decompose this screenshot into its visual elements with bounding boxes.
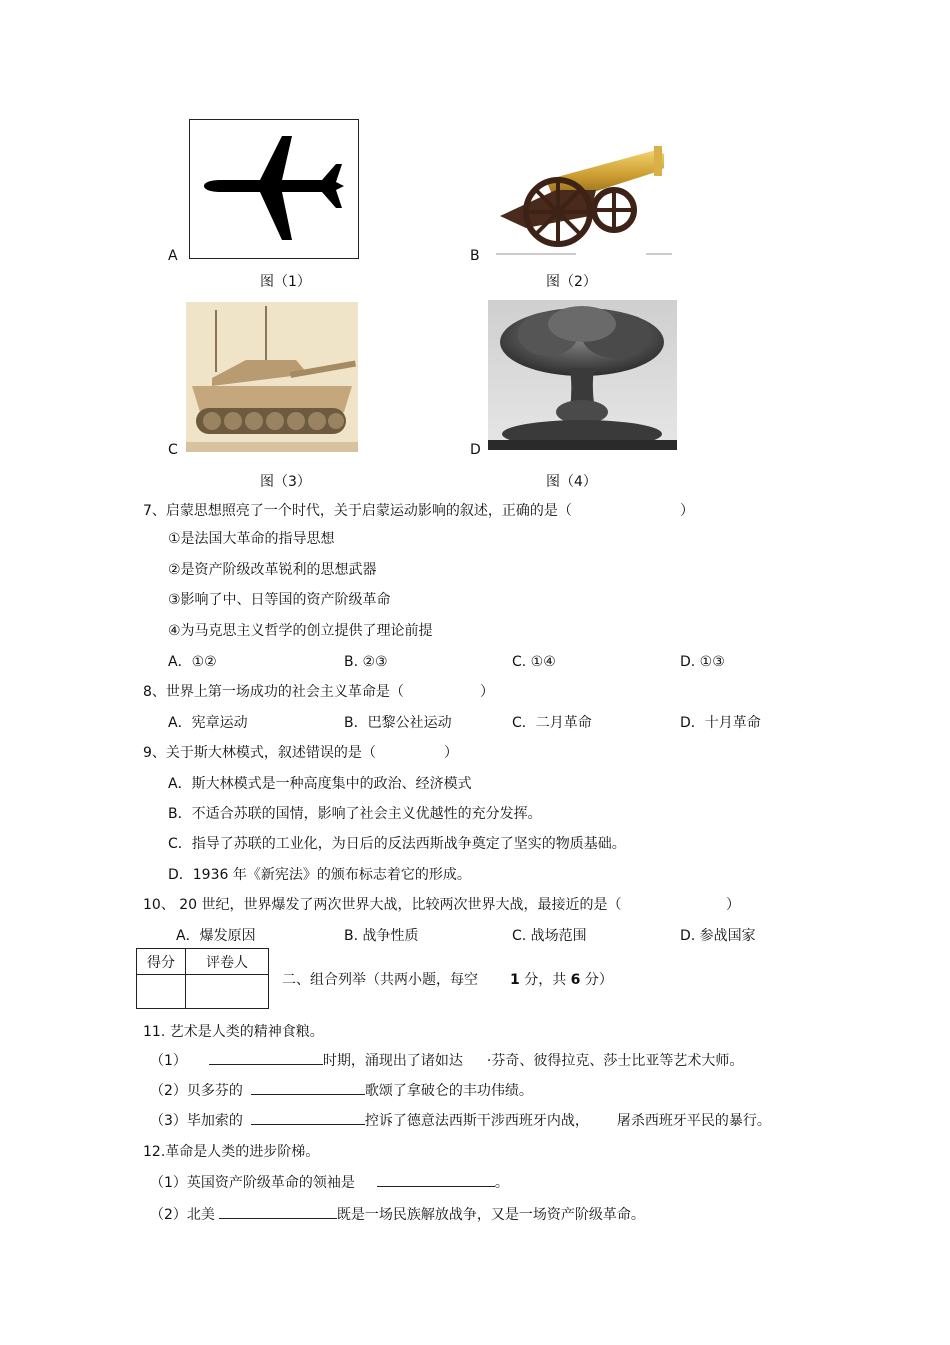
q7-option-a: A．①② [168, 654, 217, 670]
q9-option-b: B．不适合苏联的国情，影响了社会主义优越性的充分发挥。 [168, 806, 542, 822]
q11-blank-2[interactable] [251, 1080, 365, 1095]
q9-option-a: A．斯大林模式是一种高度集中的政治、经济模式 [168, 776, 472, 792]
q12-line-1-end: 。 [494, 1175, 509, 1191]
q12-blank-1[interactable] [377, 1172, 495, 1187]
q9-close-paren: ） [444, 745, 458, 761]
mushroom-cloud-icon [488, 300, 677, 450]
figure-d-image [488, 300, 677, 450]
q11-line-3 [150, 1110, 771, 1131]
q7-item-4: ④为马克思主义哲学的创立提供了理论前提 [168, 623, 433, 639]
q11-line-3-tail: 屠杀西班牙平民的暴行。 [616, 1113, 771, 1129]
figure-c-image [186, 302, 358, 452]
q7-item-3: ③影响了中、日等国的资产阶级革命 [168, 592, 391, 608]
figure-c-caption: 图（3） [260, 474, 311, 490]
airplane-silhouette-icon [190, 120, 358, 258]
q8-option-b: B．巴黎公社运动 [344, 715, 452, 731]
q11-line-2-prefix: （2）贝多芬的 [150, 1083, 243, 1099]
q12-blank-2[interactable] [219, 1204, 337, 1219]
q7-item-2: ②是资产阶级改革锐利的思想武器 [168, 562, 377, 578]
figure-b-caption: 图（2） [546, 274, 597, 290]
q8-close-paren: ） [480, 684, 494, 700]
q11-line-1-prefix: （1） [150, 1053, 187, 1069]
q11-line-3-prefix: （3）毕加索的 [150, 1113, 243, 1129]
q12-line-2-text: 既是一场民族解放战争，又是一场资产阶级革命。 [336, 1207, 645, 1223]
q12-line-1-prefix: （1）英国资产阶级革命的领袖是 [150, 1175, 355, 1191]
score-header: 得分 [137, 949, 186, 975]
figure-d-letter: D [470, 442, 481, 458]
q10-stem: 10、 20 世纪，世界爆发了两次世界大战，比较两次世界大战，最接近的是（ [143, 897, 622, 913]
q11-line-1 [150, 1050, 743, 1071]
q9-option-c: C．指导了苏联的工业化，为日后的反法西斯战争奠定了坚实的物质基础。 [168, 836, 626, 852]
figure-b-image [486, 120, 676, 260]
q11-line-1-text: 时期，涌现出了诸如达 [322, 1053, 463, 1069]
figure-a-image [189, 119, 359, 259]
q8-option-d: D．十月革命 [680, 715, 761, 731]
q7-item-1: ①是法国大革命的指导思想 [168, 531, 335, 547]
q12-stem: 12.革命是人类的进步阶梯。 [143, 1144, 320, 1160]
q7-option-c: C. ①④ [512, 654, 556, 670]
figure-c-letter: C [168, 442, 178, 458]
q7-stem: 7、启蒙思想照亮了一个时代，关于启蒙运动影响的叙述，正确的是（ [143, 503, 572, 519]
q7-option-b: B. ②③ [344, 654, 388, 670]
section-2-points-total: 6 [570, 972, 581, 988]
tank-icon [186, 302, 358, 452]
score-table [136, 948, 269, 1009]
figure-b-letter: B [470, 248, 480, 264]
section-2-points-each: 1 [510, 972, 520, 988]
grader-cell[interactable] [186, 975, 269, 1009]
q10-close-paren: ） [726, 897, 740, 913]
section-2-mid: 分，共 [524, 972, 567, 988]
section-2-suffix: 分） [584, 972, 613, 988]
q8-option-c: C．二月革命 [512, 715, 592, 731]
q7-option-d: D. ①③ [680, 654, 725, 670]
q7-close-paren: ） [680, 503, 694, 519]
figure-d-caption: 图（4） [546, 474, 597, 490]
q12-line-1 [150, 1172, 509, 1193]
q9-option-d: D．1936 年《新宪法》的颁布标志着它的形成。 [168, 867, 471, 883]
q10-option-b: B. 战争性质 [344, 928, 419, 944]
cannon-icon [486, 120, 676, 260]
figure-a-letter: A [168, 248, 178, 264]
q12-line-2 [150, 1204, 645, 1225]
q8-option-a: A．宪章运动 [168, 715, 248, 731]
q10-option-a: A．爆发原因 [176, 928, 256, 944]
q11-blank-1[interactable] [209, 1050, 323, 1065]
q8-stem: 8、世界上第一场成功的社会主义革命是（ [143, 684, 404, 700]
q11-line-3-text: 控诉了德意法西斯干涉西班牙内战， [364, 1113, 589, 1129]
q11-line-2 [150, 1080, 533, 1101]
q11-line-2-text: 歌颂了拿破仑的丰功伟绩。 [364, 1083, 533, 1099]
q11-stem: 11. 艺术是人类的精神食粮。 [143, 1024, 324, 1040]
q10-option-c: C. 战场范围 [512, 928, 587, 944]
section-2-heading [282, 970, 613, 990]
q12-line-2-prefix: （2）北美 [150, 1207, 215, 1223]
score-cell[interactable] [137, 975, 186, 1009]
q11-line-1-tail: ·芬奇、彼得拉克、莎士比亚等艺术大师。 [486, 1053, 744, 1069]
q9-stem: 9、关于斯大林模式，叙述错误的是（ [143, 745, 376, 761]
q10-option-d: D. 参战国家 [680, 928, 756, 944]
q11-blank-3[interactable] [251, 1110, 365, 1125]
grader-header: 评卷人 [186, 949, 269, 975]
section-2-prefix: 二、组合列举（共两小题，每空 [282, 972, 478, 988]
figure-a-caption: 图（1） [260, 274, 311, 290]
